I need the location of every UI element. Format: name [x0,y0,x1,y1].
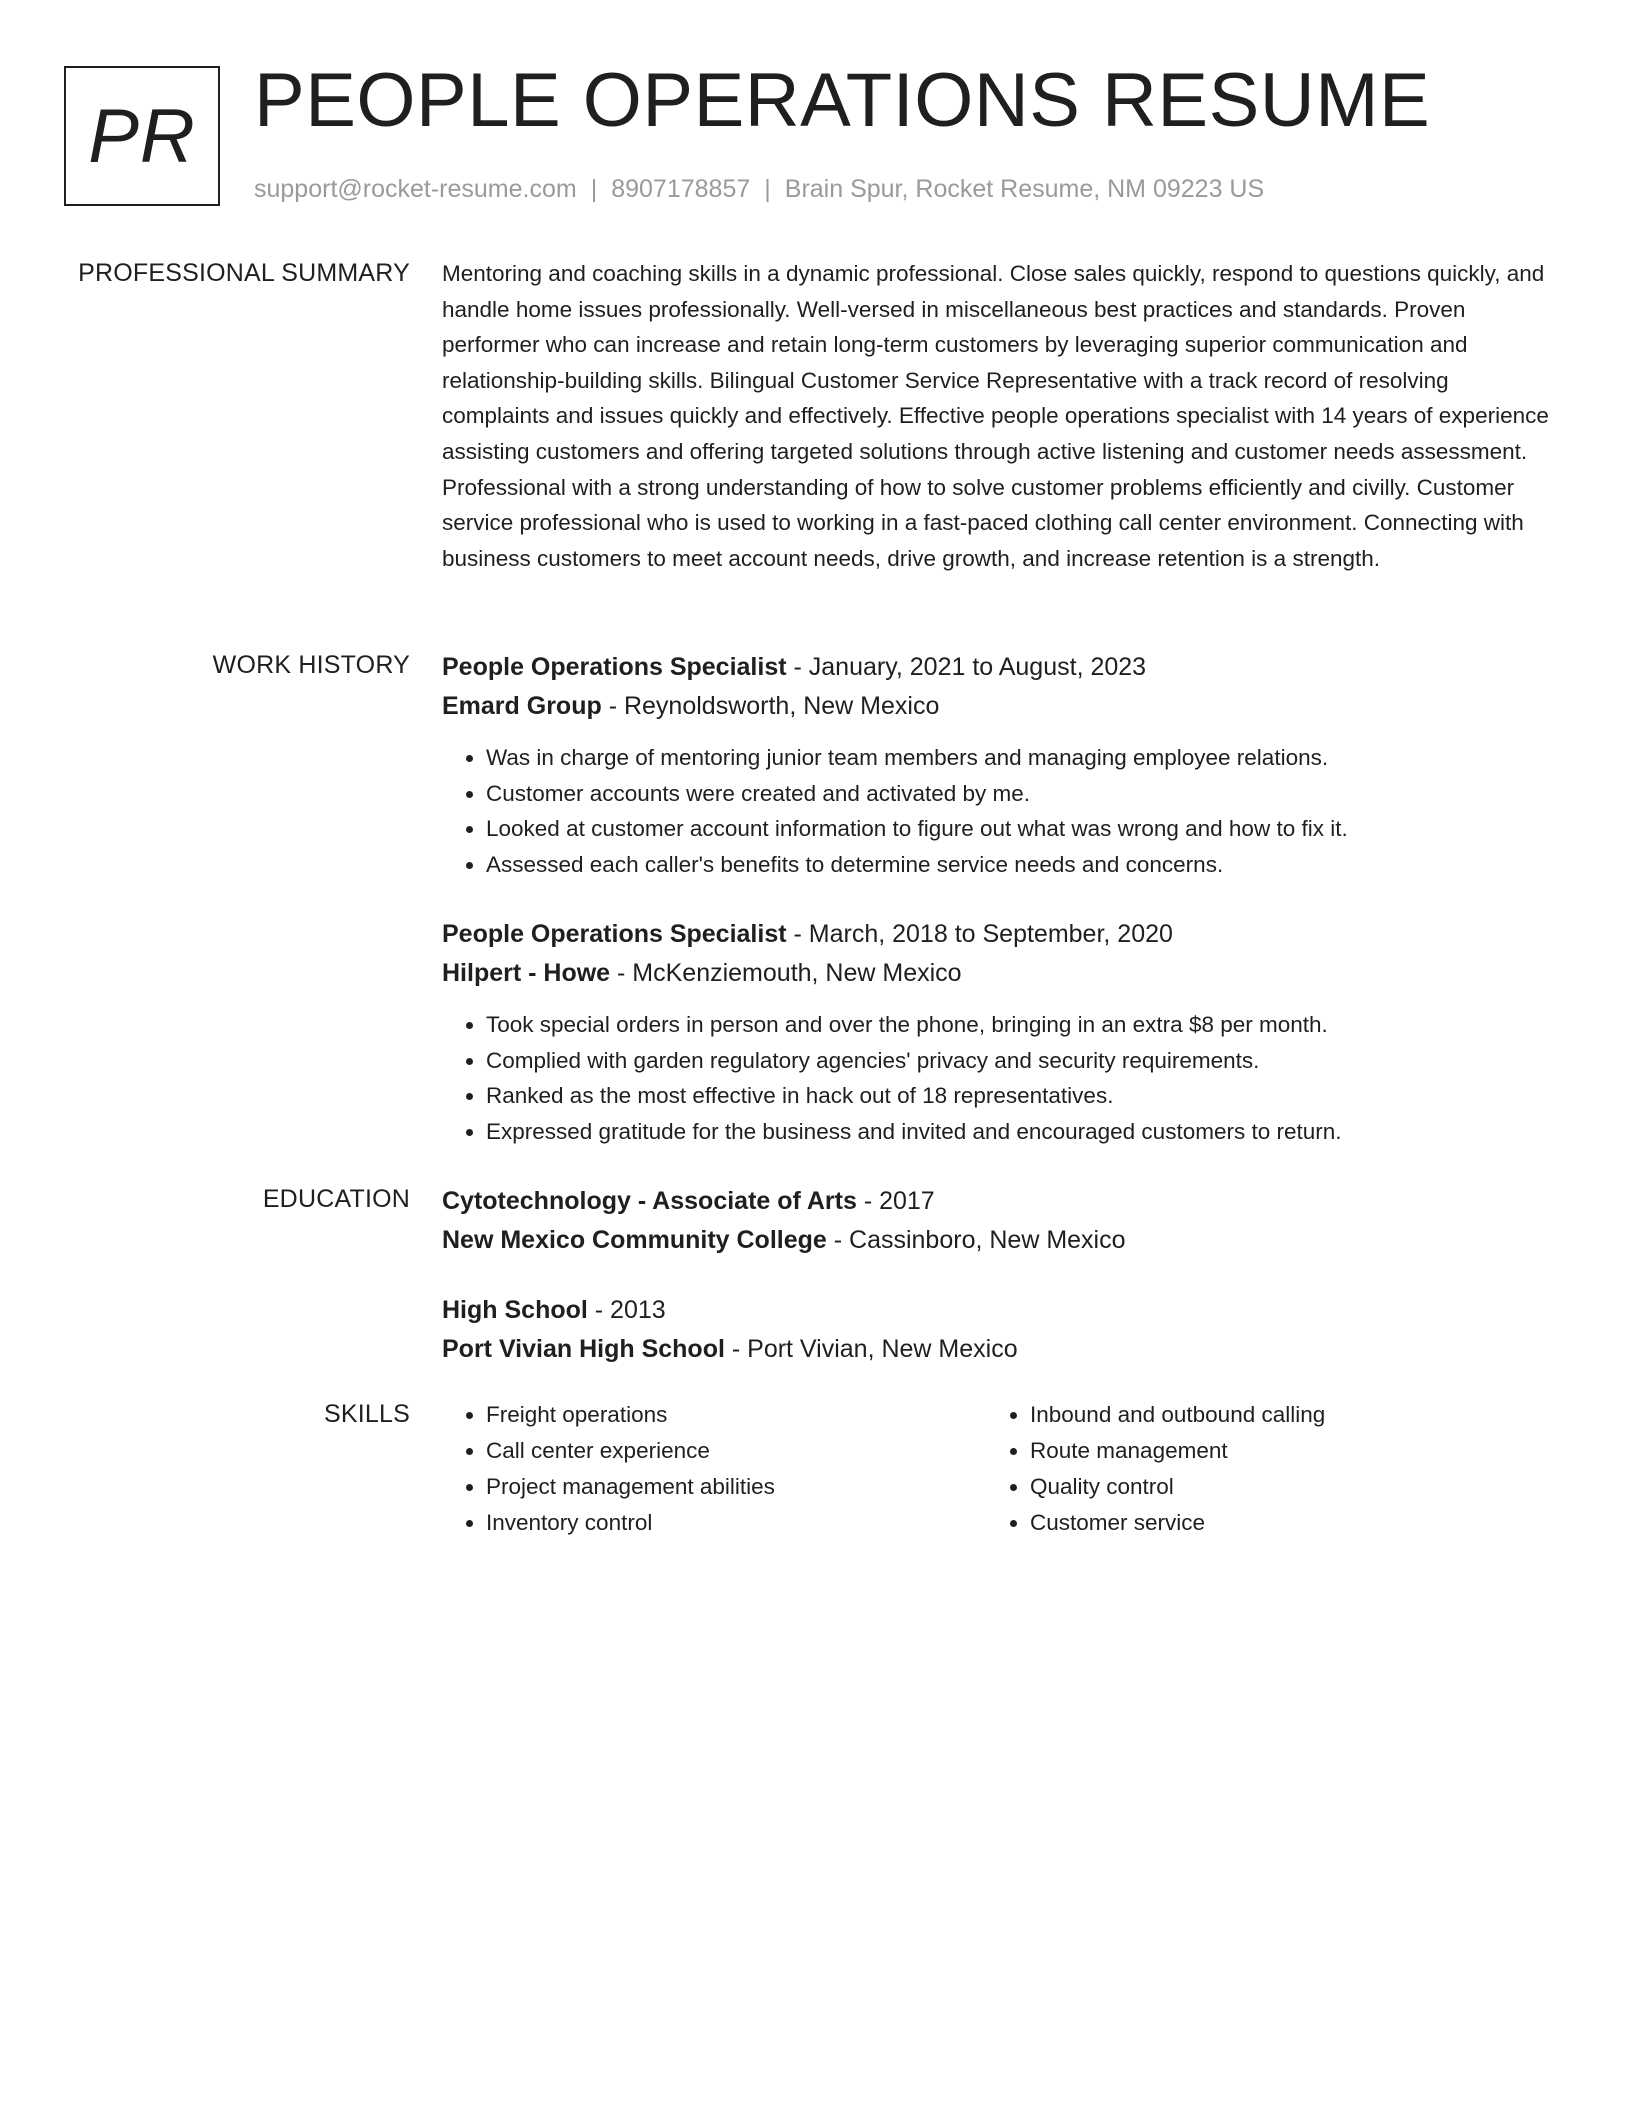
education-entry [442,1291,1562,1369]
skill-item: • Project management abilities [486,1469,775,1505]
job-location: - Reynoldsworth, New Mexico [601,692,940,720]
job-bullet: • Assessed each caller's benefits to determine service needs and concerns. [486,847,1562,883]
monogram-initials: PR [88,93,196,179]
job-title: People Operations Specialist [442,653,787,681]
job-bullet: • Expressed gratitude for the business and invited and encouraged customers to return. [486,1114,1562,1150]
skill-item: • Quality control [1030,1469,1325,1505]
job-title: People Operations Specialist [442,920,787,948]
resume-title: PEOPLE OPERATIONS RESUME [254,58,1431,143]
contact-email[interactable]: support@rocket-resume.com [254,175,577,203]
summary-text: Mentoring and coaching skills in a dynamic professional. Close sales quickly, respond to questions quickly, and handle home issues professionally. Well-versed in miscellaneous best practices and standards. Proven performer who can increase and retain long-term customers by leveraging superior communication and relationship-building skills. Bilingual Customer Service Representative with a track record of resolving complaints and issues quickly and effectively. Effective people operations specialist with 14 years of experience assisting customers and offering targeted solutions through active listening and customer needs assessment. Professional with a strong understanding of how to solve customer problems efficiently and civilly. Customer service professional who is used to working in a fast-paced clothing call center environment. Connecting with business customers to meet account needs, drive growth, and increase retention is a strength. [442,261,1549,571]
job-bullets [442,740,1562,882]
school-line [442,1221,1562,1260]
job-bullet: • Customer accounts were created and activated by me. [486,776,1562,812]
job-bullets [442,1007,1562,1149]
job-company-line [442,954,1562,993]
degree-name: Cytotechnology - Associate of Arts [442,1187,857,1215]
summary-body [442,256,1562,576]
job-entry [442,648,1562,882]
job-company: Emard Group [442,692,602,720]
job-dates: - March, 2018 to September, 2020 [786,920,1173,948]
school-name: New Mexico Community College [442,1226,827,1254]
section-label-education: EDUCATION [262,1185,410,1213]
degree-name: High School [442,1296,588,1324]
degree-year: - 2017 [856,1187,935,1215]
section-label-summary: PROFESSIONAL SUMMARY [78,259,410,287]
education-entry [442,1182,1562,1260]
job-bullet: • Was in charge of mentoring junior team members and managing employee relations. [486,740,1562,776]
job-dates: - January, 2021 to August, 2023 [786,653,1147,681]
job-bullet: • Complied with garden regulatory agencies' privacy and security requirements. [486,1043,1562,1079]
job-bullet: • Took special orders in person and over the phone, bringing in an extra $8 per month. [486,1007,1562,1043]
job-bullet: • Looked at customer account information to figure out what was wrong and how to fix it. [486,811,1562,847]
school-location: - Cassinboro, New Mexico [826,1226,1126,1254]
skills-column-left [442,1397,775,1541]
job-title-line [442,915,1562,954]
contact-separator: | [590,175,598,203]
section-label-skills: SKILLS [324,1400,410,1428]
skill-item: • Customer service [1030,1505,1325,1541]
skill-item: • Freight operations [486,1397,775,1433]
contact-phone[interactable]: 8907178857 [611,175,751,203]
job-entry [442,915,1562,1149]
skill-item: • Route management [1030,1433,1325,1469]
contact-separator: | [764,175,771,203]
contact-address: Brain Spur, Rocket Resume, NM 09223 US [784,175,1265,203]
skills-list [442,1397,775,1541]
monogram-badge [64,66,220,206]
school-line [442,1330,1562,1369]
contact-line [254,172,1264,206]
school-location: - Port Vivian, New Mexico [724,1335,1018,1363]
job-company: Hilpert - Howe [442,959,611,987]
degree-line [442,1182,1562,1221]
degree-year: - 2013 [587,1296,666,1324]
skill-item: • Inbound and outbound calling [1030,1397,1325,1433]
skill-item: • Inventory control [486,1505,775,1541]
skills-list [986,1397,1325,1541]
job-bullet: • Ranked as the most effective in hack out of 18 representatives. [486,1078,1562,1114]
job-company-line [442,687,1562,726]
degree-line [442,1291,1562,1330]
school-name: Port Vivian High School [442,1335,725,1363]
skills-column-right [986,1397,1325,1541]
job-title-line [442,648,1562,687]
section-label-work-history: WORK HISTORY [212,651,410,679]
skill-item: • Call center experience [486,1433,775,1469]
job-location: - McKenziemouth, New Mexico [610,959,962,987]
